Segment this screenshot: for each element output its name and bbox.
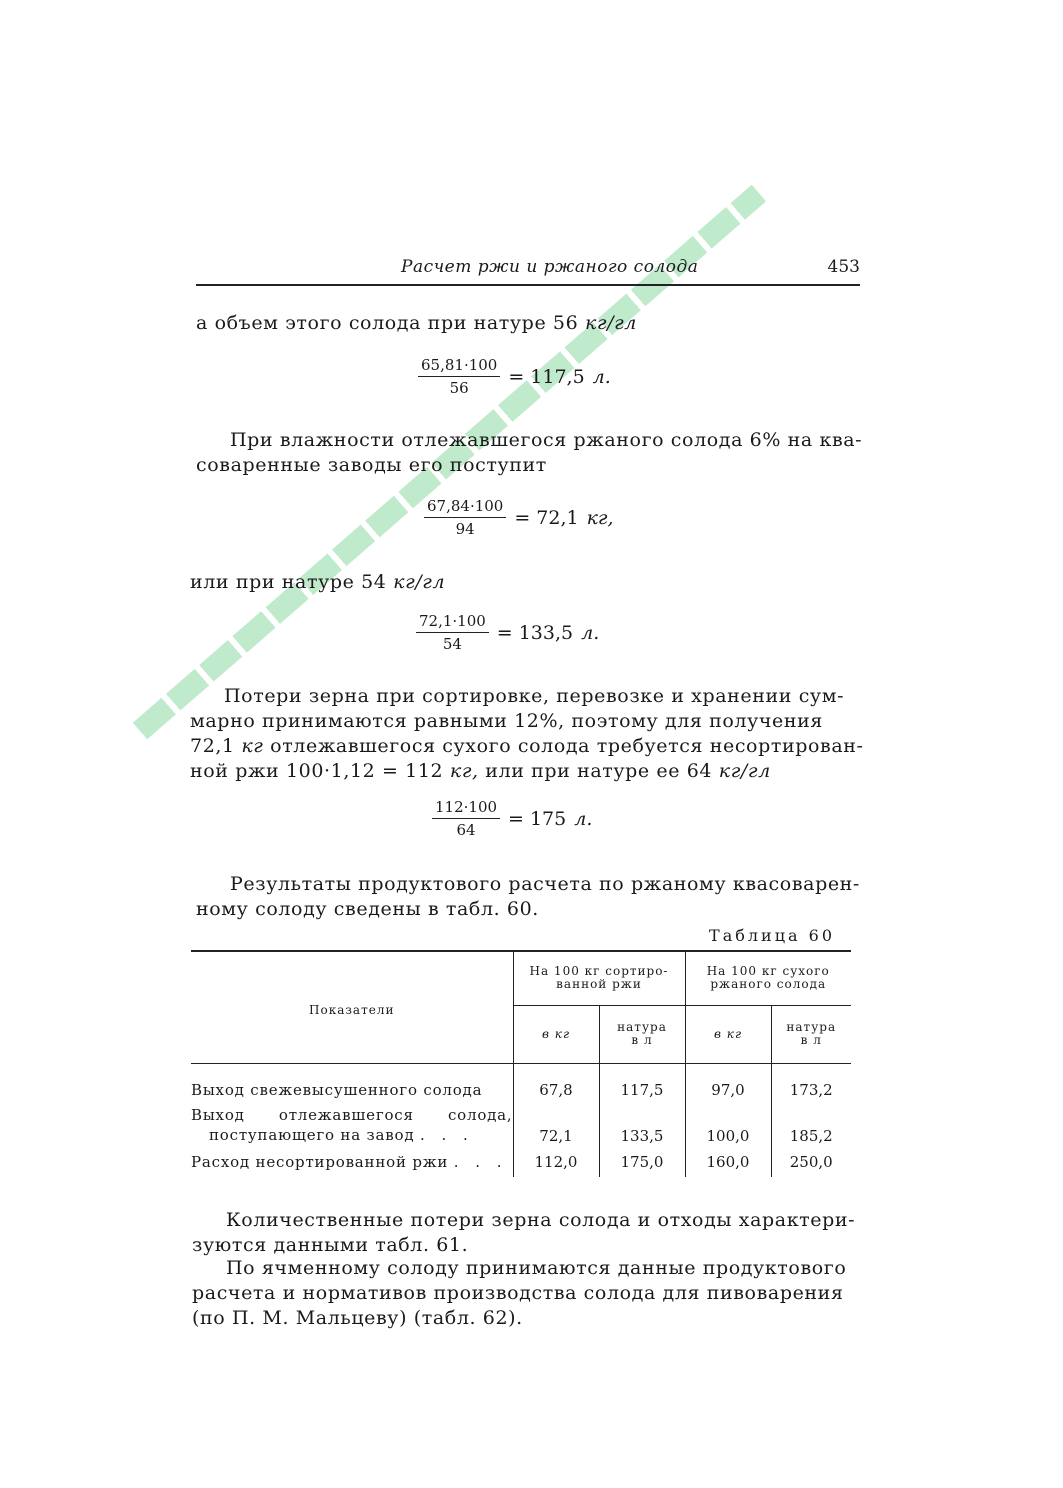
paragraph-losses: Потери зерна при сортировке, перевозке и хранении сум- марно принимаются равными 12%, поэтому для получения 72,1 кг отлежавшегося сухого солода требуется несортирован- ной ржи 100·1,12 = 112 кг, или при натуре ее 64 кг/гл: [190, 685, 864, 782]
table-row: Расход несортированной ржи . . . 112,0 175,0 160,0 250,0: [191, 1151, 851, 1177]
formula-3-result: 133,5: [518, 621, 574, 644]
paragraph-barley-malt: По ячменному солоду принимаются данные продуктового расчета и нормативов производства солода для пивоварения (по П. М. Мальцеву) (табл. 62).: [192, 1257, 847, 1329]
formula-4-denominator: 64: [456, 821, 476, 839]
intro-line: а объем этого солода при натуре 56 кг/гл: [196, 312, 638, 334]
formula-1-numerator: 65,81·100: [418, 356, 500, 377]
data-table: [191, 950, 851, 1177]
formula-4-numerator: 112·100: [432, 798, 500, 819]
sub-header-kg-1: в кг: [513, 1005, 599, 1063]
sub-header-natura-1: натура в л: [599, 1005, 685, 1063]
formula-3: $\frac{72,1\cdot 100}{54}$ = 133,5 л.: [416, 612, 599, 653]
table-row: Выход свежевысушенного солода 67,8 117,5 97,0 173,2: [191, 1063, 851, 1105]
formula-3-numerator: 72,1·100: [416, 612, 489, 633]
formula-1-result: 117,5: [530, 365, 585, 388]
col-header-indicators: Показатели: [191, 951, 513, 1063]
or-line: или при натуре 54 кг/гл: [190, 571, 446, 593]
formula-2-numerator: 67,84·100: [424, 497, 506, 518]
sub-header-kg-2: в кг: [685, 1005, 771, 1063]
table-caption: Таблица 60: [709, 926, 835, 945]
formula-3-denominator: 54: [442, 635, 462, 653]
sub-header-natura-2: натура в л: [771, 1005, 851, 1063]
paragraph-moisture: При влажности отлежавшегося ржаного солода 6% на ква- соваренные заводы его поступит: [196, 429, 863, 476]
running-title: Расчет ржи и ржаного солода: [401, 257, 699, 277]
page-number: 453: [827, 257, 860, 277]
formula-2: $\frac{67,84\cdot 100}{94}$ = 72,1 кг,: [424, 497, 614, 538]
formula-2-result: 72,1: [536, 506, 579, 529]
col-group-sorted-rye: На 100 кг сортиро- ванной ржи: [513, 951, 685, 1005]
formula-4-result: 175: [529, 807, 567, 830]
col-group-dry-malt: На 100 кг сухого ржаного солода: [685, 951, 851, 1005]
running-header: [196, 254, 860, 286]
paragraph-grain-losses: Количественные потери зерна солода и отходы характери- зуются данными табл. 61.: [192, 1209, 856, 1256]
paragraph-results: Результаты продуктового расчета по ржаному квасоварен- ному солоду сведены в табл. 60.: [196, 873, 860, 920]
formula-1: $\frac{65,81\cdot 100}{56}$ = 117,5 л.: [418, 356, 611, 397]
formula-4: $\frac{112\cdot 100}{64}$ = 175 л.: [432, 798, 592, 839]
formula-1-denominator: 56: [449, 379, 469, 397]
table-row: Выход отлежавшегося солода, поступающего на завод . . . 72,1 133,5 100,0 185,2: [191, 1105, 851, 1151]
formula-2-denominator: 94: [455, 520, 475, 538]
